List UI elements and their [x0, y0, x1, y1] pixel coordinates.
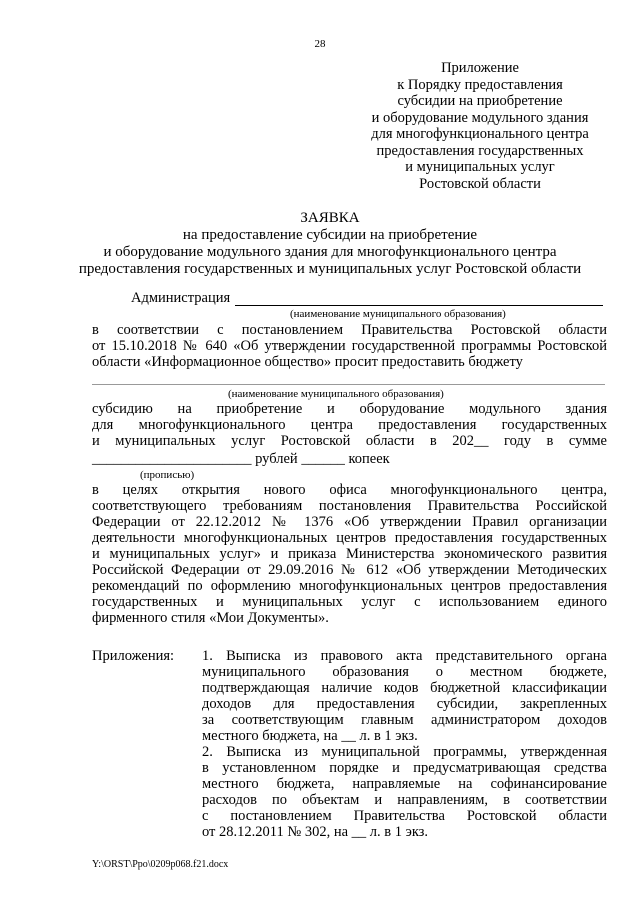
paragraph-3-line: фирменного стиля «Мои Документы».: [92, 610, 329, 626]
attachment-2-line: от 28.12.2011 № 302, на __ л. в 1 экз.: [202, 824, 429, 840]
attachment-2-line: 2. Выписка из муниципальной программы, утвержденная: [202, 744, 607, 760]
paragraph-1-line: в соответствии с постановлением Правительства Ростовской области: [92, 322, 607, 338]
budget-name-field[interactable]: [92, 384, 605, 385]
appendix-line: для многофункционального центра: [371, 126, 589, 142]
hint-municipality: (наименование муниципального образования): [228, 388, 444, 400]
administration-label: Администрация: [131, 290, 231, 306]
title-heading: ЗАЯВКА: [300, 210, 360, 226]
paragraph-3-line: соответствующего требованиям постановления Правительства Российской: [92, 498, 607, 514]
attachment-2-line: с постановлением Правительства Ростовской области: [202, 808, 607, 824]
hint-municipality: (наименование муниципального образования): [290, 308, 506, 320]
attachment-1-line: доходов для предоставления субсидии, закрепленных: [202, 696, 607, 712]
attachment-1-line: за соответствующим главным администратором доходов: [202, 712, 607, 728]
appendix-line: субсидии на приобретение: [397, 93, 563, 109]
document-title: [60, 210, 600, 278]
attachment-2-line: расходов по объектам и направлениям, в соответствии: [202, 792, 607, 808]
appendix-line: предоставления государственных: [376, 142, 584, 159]
paragraph-2-line: для многофункционального центра предоставления государственных: [92, 417, 607, 433]
attachment-2-line: местного бюджета, направляемые на софинансирование: [202, 776, 607, 792]
appendix-block: [330, 60, 630, 192]
hint-in-words: (прописью): [140, 469, 195, 481]
paragraph-3-line: Федерации от 22.12.2012 № 1376 «Об утверждении Правил организации: [92, 514, 607, 530]
appendix-line: Ростовской области: [419, 175, 541, 192]
paragraph-3-line: государственных и муниципальных услуг с использованием единого: [92, 594, 607, 610]
appendix-line: Приложение: [441, 60, 519, 76]
appendix-line: и оборудование модульного здания: [371, 109, 589, 126]
page-number: 28: [314, 38, 326, 50]
attachments-label: Приложения:: [92, 648, 175, 664]
attachment-2-line: в установленном порядке и предусматривающая средства: [202, 760, 607, 776]
paragraph-3-line: деятельности многофункциональных центров предоставления государственных: [92, 530, 607, 546]
paragraph-2-line: и муниципальных услуг Ростовской области в 202__ году в сумме: [92, 433, 607, 449]
paragraph-3-line: Российской Федерации от 29.09.2016 № 612 «Об утверждении Методических: [92, 562, 607, 578]
attachment-1-line: муниципального образования о местном бюджете,: [202, 664, 607, 680]
paragraph-1-line: области «Информационное общество» просит предоставить бюджету: [92, 354, 523, 370]
paragraph-3-line: рекомендаций по оформлению многофункциональных центров предоставления: [92, 578, 607, 594]
paragraph-3-line: в целях открытия нового офиса многофункционального центра,: [92, 482, 607, 498]
title-line: и оборудование модульного здания для многофункционального центра: [103, 244, 557, 260]
attachment-1-line: 1. Выписка из правового акта представительного органа: [202, 648, 607, 664]
amount-line[interactable]: ______________________ рублей ______ копеек: [92, 451, 390, 467]
paragraph-3-line: и муниципальных услуг» и приказа Министерства экономического развития: [92, 546, 607, 562]
attachment-1-line: подтверждающая наличие кодов бюджетной классификации: [202, 680, 607, 696]
attachment-1-line: местного бюджета, на __ л. в 1 экз.: [202, 728, 418, 744]
paragraph-2-line: субсидию на приобретение и оборудование модульного здания: [92, 401, 607, 417]
appendix-line: и муниципальных услуг: [405, 159, 555, 175]
paragraph-1-line: от 15.10.2018 № 640 «Об утверждении государственной программы Ростовской: [92, 338, 607, 354]
file-path-footer: Y:\ORST\Ppo\0209p068.f21.docx: [92, 859, 229, 870]
title-line: предоставления государственных и муниципальных услуг Ростовской области: [78, 261, 582, 277]
appendix-line: к Порядку предоставления: [397, 76, 563, 93]
title-line: на предоставление субсидии на приобретение: [182, 227, 478, 243]
municipality-name-field[interactable]: [235, 305, 603, 306]
